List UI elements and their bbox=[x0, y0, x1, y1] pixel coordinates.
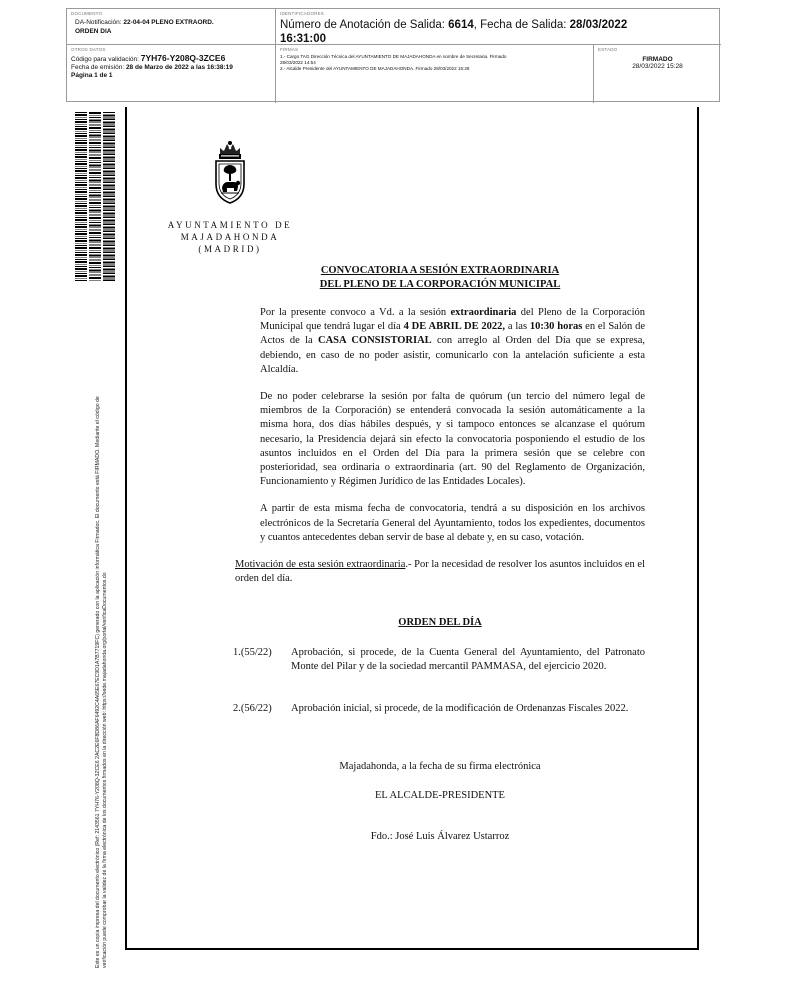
barcode-icon bbox=[75, 112, 115, 282]
header-cell-firmas bbox=[276, 45, 594, 103]
estado-label: ESTADO bbox=[598, 47, 618, 52]
closing-role: EL ALCALDE-PRESIDENTE bbox=[375, 790, 505, 802]
item-number: 2.(56/22) bbox=[233, 703, 272, 715]
closing-signature: Fdo.: José Luis Álvarez Ustarroz bbox=[370, 830, 510, 842]
documento-line-2 bbox=[71, 27, 271, 36]
document-header bbox=[66, 8, 720, 102]
firma-line-2: 28/03/2022 14:54 bbox=[280, 60, 316, 65]
firma-line-1: 1.- Cargo TAG Dirección Técnica del AYUNTAMIENTO DE MAJADAHONDA en nombre de Secretaria. Firmado bbox=[280, 54, 507, 59]
registro-middle: , Fecha de Salida: bbox=[473, 19, 567, 31]
header-cell-registro bbox=[276, 9, 721, 45]
document-title bbox=[235, 264, 645, 292]
validation-code-prefix: Código para validación: bbox=[71, 56, 139, 63]
paragraph-motivacion: Motivación de esta sesión extraordinaria.- Por la necesidad de resolver los asuntos incluidos en el orden del día. bbox=[235, 559, 645, 585]
paragraph-quorum: De no poder celebrarse la sesión por falta de quórum (un tercio del número legal de miembros de la Corporación) se entenderá convocada la sesión automáticamente a la misma hora, dos días hábiles después, y si tampoco entonces se alcanzase el quórum necesario, la Presidencia dejará sin efecto la convocatoria posponiendo el estudio de los asuntos incluidos en el Orden del Día para la primera sesión que se celebre con posterioridad, sea ordinaria o extraordinaria (art. 90 del Reglamento de Organización, Funcionamiento y Régimen Jurídico de las Entidades Locales). bbox=[260, 391, 645, 488]
registro-number: 6614 bbox=[448, 19, 474, 31]
title-line-2: DEL PLENO DE LA CORPORACIÓN MUNICIPAL bbox=[319, 279, 561, 290]
emission-date-value: 28 de Marzo de 2022 a las 16:38:19 bbox=[125, 64, 233, 71]
verification-margin-text bbox=[95, 303, 109, 968]
otros-label: OTROS DATOS bbox=[71, 47, 106, 52]
registro-label: IDENTIFICADORES bbox=[280, 11, 325, 16]
registro-date: 28/03/2022 bbox=[569, 19, 628, 31]
barcode-column bbox=[103, 112, 115, 282]
coat-of-arms-icon bbox=[211, 140, 249, 206]
paragraph-disposicion: A partir de esta misma fecha de convocatoria, tendrá a su disposición en los archivos electrónicos de la Secretaría General del Ayuntamiento, todos los expedientes, documentos y cuantos antecedentes deban servir de base al debate y, en su caso, votación. bbox=[260, 503, 645, 543]
paragraph-convocatoria: Por la presente convoco a Vd. a la sesión extraordinaria del Pleno de la Corporación Municipal que tendrá lugar el día 4 DE ABRIL DE 2022, a las 10:30 horas en el Salón de Actos de la CASA CONSISTORIAL con arreglo al Orden del Día que se expresa, debiendo, en caso de no poder asistir, comunicarlo con la antelación suficiente a esta Alcaldía. bbox=[260, 307, 645, 375]
emission-date-prefix: Fecha de emisión: bbox=[71, 64, 125, 71]
documento-label: DOCUMENTO bbox=[71, 11, 103, 16]
emission-date-line bbox=[71, 64, 271, 72]
orden-del-dia-title: ORDEN DEL DÍA bbox=[398, 617, 482, 629]
page-count: Página 1 de 1 bbox=[71, 72, 113, 79]
list-item bbox=[235, 646, 645, 674]
barcode-column bbox=[89, 112, 101, 282]
firma-line-3: 2.- Alcalde Presidente del AYUNTAMIENTO DE MAJADAHONDA. Firmado 28/03/2022 15:28 bbox=[280, 66, 470, 71]
registro-time-line bbox=[280, 32, 717, 45]
list-item bbox=[235, 702, 645, 716]
barcode-column bbox=[75, 112, 87, 282]
closing-place: Majadahonda, a la fecha de su firma electrónica bbox=[339, 761, 541, 773]
letterhead-line-3: (MADRID) bbox=[198, 244, 262, 254]
header-cell-estado bbox=[594, 45, 721, 103]
firmas-label: FIRMAS bbox=[280, 47, 299, 52]
item-text: Aprobación inicial, si procede, de la modificación de Ordenanzas Fiscales 2022. bbox=[291, 703, 629, 715]
status-date: 28/03/2022 15:28 bbox=[632, 63, 683, 70]
registro-line bbox=[280, 18, 717, 32]
status-badge: FIRMADO bbox=[642, 56, 673, 63]
letterhead-line-1: AYUNTAMIENTO DE bbox=[167, 220, 293, 230]
item-text: Aprobación, si procede, de la Cuenta General del Ayuntamiento, del Patronato Monte del Pilar y de la sociedad mercantil PAMMASA, del ejercicio 2020. bbox=[291, 646, 645, 672]
validation-code: 7YH76-Y208Q-3ZCE6 bbox=[140, 53, 226, 63]
validation-code-line bbox=[71, 54, 271, 64]
documento-line-1 bbox=[71, 18, 271, 27]
letterhead-line-2: MAJADAHONDA bbox=[180, 232, 280, 242]
header-cell-documento bbox=[67, 9, 276, 45]
verification-line-2: verificación puede comprobar la validez de la firma electrónica de los documentos firmados en la dirección web: https://sede.majadahonda.org/portal/verificaDocumentos.do bbox=[102, 572, 108, 968]
verification-line-1: Este es un copia impresa del documento electrónico (Ref: 2143561 7YH76-Y208Q-3ZCE6 2AC2E6F8D86AF6492C4A65E67EC9D1A7B7719FC) generado con la aplicación informática Firmadoc. El documento está FIRMADO. Mediante el código de bbox=[95, 396, 101, 968]
registro-prefix: Número de Anotación de Salida: bbox=[280, 19, 445, 31]
documento-value-2: ORDEN DIA bbox=[75, 28, 112, 35]
documento-prefix: DA-Notificación: bbox=[75, 19, 122, 26]
registro-time: 16:31:00 bbox=[280, 33, 327, 45]
header-cell-otros bbox=[67, 45, 276, 103]
item-number: 1.(55/22) bbox=[233, 646, 272, 658]
document-body bbox=[235, 264, 645, 844]
title-line-1: CONVOCATORIA A SESIÓN EXTRAORDINARIA bbox=[320, 265, 560, 276]
documento-value: 22-04-04 PLENO EXTRAORD. bbox=[123, 19, 214, 26]
letterhead bbox=[150, 219, 310, 255]
